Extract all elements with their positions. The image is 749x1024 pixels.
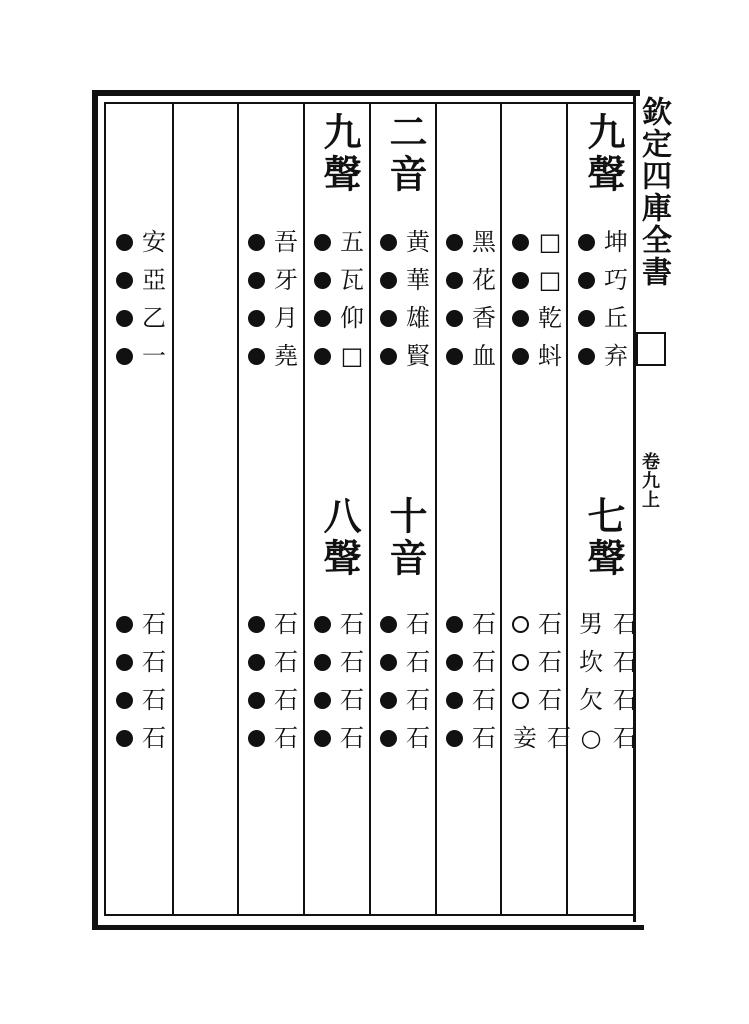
filled-circle-mark [116, 234, 133, 251]
open-circle-mark [512, 654, 529, 671]
entry-char: 丘 [604, 304, 628, 332]
entry-char: 石 [142, 686, 166, 714]
rhyme-entry [116, 262, 167, 298]
entry-char: 石 [613, 724, 637, 752]
entry-char: 石 [472, 686, 496, 714]
filled-circle-mark [314, 234, 331, 251]
entry-char: 蚪 [538, 342, 562, 370]
rhyme-entry [380, 338, 431, 374]
entry-char: 石 [406, 724, 430, 752]
rhyme-entry [380, 262, 431, 298]
rhyme-entry [314, 606, 365, 642]
filled-circle-mark [116, 616, 133, 633]
entry-char: 石 [142, 724, 166, 752]
upper-section-title: 二音 [383, 112, 428, 196]
filled-circle-mark [248, 730, 265, 747]
filled-circle-mark [446, 272, 463, 289]
rhyme-entry [446, 262, 497, 298]
filled-circle-mark [314, 616, 331, 633]
rhyme-entry [446, 682, 497, 718]
rhyme-entry [116, 682, 167, 718]
entry-char: 石 [142, 610, 166, 638]
filled-circle-mark [446, 310, 463, 327]
entry-char: 石 [538, 648, 562, 676]
rhyme-entry [578, 338, 629, 374]
entry-char: 石 [472, 610, 496, 638]
rhyme-entry [512, 682, 563, 718]
entry-char: □ [538, 228, 562, 256]
filled-circle-mark [446, 616, 463, 633]
filled-circle-mark [380, 272, 397, 289]
rhyme-entry [248, 300, 299, 336]
entry-char: 黄 [406, 228, 430, 256]
filled-circle-mark [380, 654, 397, 671]
rhyme-entry [314, 644, 365, 680]
column-divider [237, 104, 239, 914]
entry-lead-char: 坎 [579, 648, 603, 676]
rhyme-entry [578, 606, 638, 642]
rhyme-entry [116, 606, 167, 642]
entry-char: 乙 [142, 304, 166, 332]
rhyme-entry [248, 262, 299, 298]
filled-circle-mark [380, 616, 397, 633]
entry-char: 石 [406, 610, 430, 638]
rhyme-entry [314, 224, 365, 260]
rhyme-entry [578, 682, 638, 718]
entry-char: 雄 [406, 304, 430, 332]
filled-circle-mark [512, 310, 529, 327]
rhyme-entry [116, 644, 167, 680]
rhyme-entry [314, 300, 365, 336]
column-divider [172, 104, 174, 914]
column-divider [566, 104, 568, 914]
entry-char: 吾 [274, 228, 298, 256]
rhyme-entry [446, 644, 497, 680]
entry-char: 堯 [274, 342, 298, 370]
open-circle-mark [512, 616, 529, 633]
entry-char: 石 [274, 686, 298, 714]
entry-char: 一 [142, 342, 166, 370]
entry-char: 石 [613, 686, 637, 714]
entry-char: 石 [340, 648, 364, 676]
filled-circle-mark [314, 654, 331, 671]
rhyme-entry [578, 720, 638, 756]
entry-char: 巧 [604, 266, 628, 294]
rhyme-entry [248, 644, 299, 680]
filled-circle-mark [380, 692, 397, 709]
filled-circle-mark [578, 234, 595, 251]
entry-char: 石 [406, 686, 430, 714]
spine-title: 欽定四庫全書 [636, 96, 671, 288]
filled-circle-mark [116, 654, 133, 671]
filled-circle-mark [380, 310, 397, 327]
upper-section-title: 九聲 [581, 112, 626, 196]
rhyme-entry [512, 300, 563, 336]
lower-section-title: 八聲 [317, 496, 362, 580]
rhyme-entry [248, 224, 299, 260]
entry-char: 花 [472, 266, 496, 294]
entry-char: □ [340, 342, 364, 370]
rhyme-entry [578, 644, 638, 680]
rhyme-entry [446, 720, 497, 756]
rhyme-entry [314, 720, 365, 756]
rhyme-entry [512, 224, 563, 260]
filled-circle-mark [512, 348, 529, 365]
entry-char: 石 [472, 724, 496, 752]
rhyme-entry [380, 300, 431, 336]
rhyme-entry [248, 606, 299, 642]
entry-char: 石 [538, 610, 562, 638]
entry-lead-char: ○ [580, 724, 602, 752]
entry-char: 月 [274, 304, 298, 332]
rhyme-entry [380, 224, 431, 260]
filled-circle-mark [248, 348, 265, 365]
column-divider [303, 104, 305, 914]
entry-char: 石 [274, 724, 298, 752]
filled-circle-mark [248, 616, 265, 633]
rhyme-entry [446, 224, 497, 260]
rhyme-entry [512, 262, 563, 298]
rhyme-entry [512, 720, 572, 756]
filled-circle-mark [512, 234, 529, 251]
rhyme-entry [578, 262, 629, 298]
entry-char: 石 [340, 686, 364, 714]
rhyme-entry [578, 300, 629, 336]
spine-chapter: 卷九上 [639, 452, 660, 509]
entry-char: 牙 [274, 266, 298, 294]
entry-char: 坤 [604, 228, 628, 256]
rhyme-entry [446, 300, 497, 336]
rhyme-entry [314, 682, 365, 718]
filled-circle-mark [446, 692, 463, 709]
rhyme-entry [380, 720, 431, 756]
filled-circle-mark [248, 310, 265, 327]
filled-circle-mark [314, 348, 331, 365]
lower-section-title: 十音 [383, 496, 428, 580]
rhyme-entry [314, 338, 365, 374]
rhyme-entry [512, 338, 563, 374]
filled-circle-mark [248, 234, 265, 251]
entry-lead-char: 欠 [579, 686, 603, 714]
entry-char: □ [538, 266, 562, 294]
upper-section-title: 九聲 [317, 112, 362, 196]
rhyme-entry [380, 606, 431, 642]
rhyme-entry [116, 720, 167, 756]
entry-char: 黑 [472, 228, 496, 256]
entry-char: 石 [538, 686, 562, 714]
filled-circle-mark [578, 272, 595, 289]
entry-char: 石 [274, 610, 298, 638]
entry-char: 石 [340, 610, 364, 638]
lower-section-title: 七聲 [581, 496, 626, 580]
fishtail-mark [636, 332, 666, 366]
column-divider [500, 104, 502, 914]
filled-circle-mark [248, 654, 265, 671]
filled-circle-mark [446, 654, 463, 671]
rhyme-entry [512, 644, 563, 680]
filled-circle-mark [116, 692, 133, 709]
filled-circle-mark [446, 348, 463, 365]
entry-char: 石 [406, 648, 430, 676]
entry-char: 石 [613, 648, 637, 676]
entry-char: 石 [142, 648, 166, 676]
filled-circle-mark [578, 310, 595, 327]
open-circle-mark [512, 692, 529, 709]
entry-char: 賢 [406, 342, 430, 370]
filled-circle-mark [380, 348, 397, 365]
entry-char: 仰 [340, 304, 364, 332]
entry-lead-char: 妾 [513, 724, 537, 752]
filled-circle-mark [380, 234, 397, 251]
entry-char: 血 [472, 342, 496, 370]
filled-circle-mark [314, 272, 331, 289]
entry-char: 石 [547, 724, 571, 752]
rhyme-entry [380, 644, 431, 680]
filled-circle-mark [314, 692, 331, 709]
filled-circle-mark [314, 730, 331, 747]
entry-char: 石 [274, 648, 298, 676]
entry-char: 弃 [604, 342, 628, 370]
filled-circle-mark [116, 310, 133, 327]
entry-char: 安 [142, 228, 166, 256]
entry-char: 石 [613, 610, 637, 638]
entry-char: 五 [340, 228, 364, 256]
entry-char: 華 [406, 266, 430, 294]
rhyme-entry [116, 300, 167, 336]
column-divider [369, 104, 371, 914]
filled-circle-mark [248, 692, 265, 709]
rhyme-entry [512, 606, 563, 642]
entry-char: 瓦 [340, 266, 364, 294]
filled-circle-mark [578, 348, 595, 365]
rhyme-entry [248, 338, 299, 374]
filled-circle-mark [512, 272, 529, 289]
entry-char: 乾 [538, 304, 562, 332]
bottom-rule [96, 925, 644, 930]
filled-circle-mark [446, 730, 463, 747]
rhyme-entry [116, 338, 167, 374]
entry-lead-char: 男 [579, 610, 603, 638]
rhyme-entry [248, 682, 299, 718]
filled-circle-mark [116, 348, 133, 365]
filled-circle-mark [380, 730, 397, 747]
rhyme-entry [314, 262, 365, 298]
entry-char: 石 [340, 724, 364, 752]
rhyme-entry [116, 224, 167, 260]
entry-char: 亞 [142, 266, 166, 294]
column-divider [435, 104, 437, 914]
filled-circle-mark [116, 272, 133, 289]
filled-circle-mark [314, 310, 331, 327]
rhyme-entry [578, 224, 629, 260]
filled-circle-mark [248, 272, 265, 289]
rhyme-entry [446, 606, 497, 642]
rhyme-entry [380, 682, 431, 718]
entry-char: 石 [472, 648, 496, 676]
rhyme-entry [248, 720, 299, 756]
rhyme-entry [446, 338, 497, 374]
filled-circle-mark [116, 730, 133, 747]
filled-circle-mark [446, 234, 463, 251]
entry-char: 香 [472, 304, 496, 332]
